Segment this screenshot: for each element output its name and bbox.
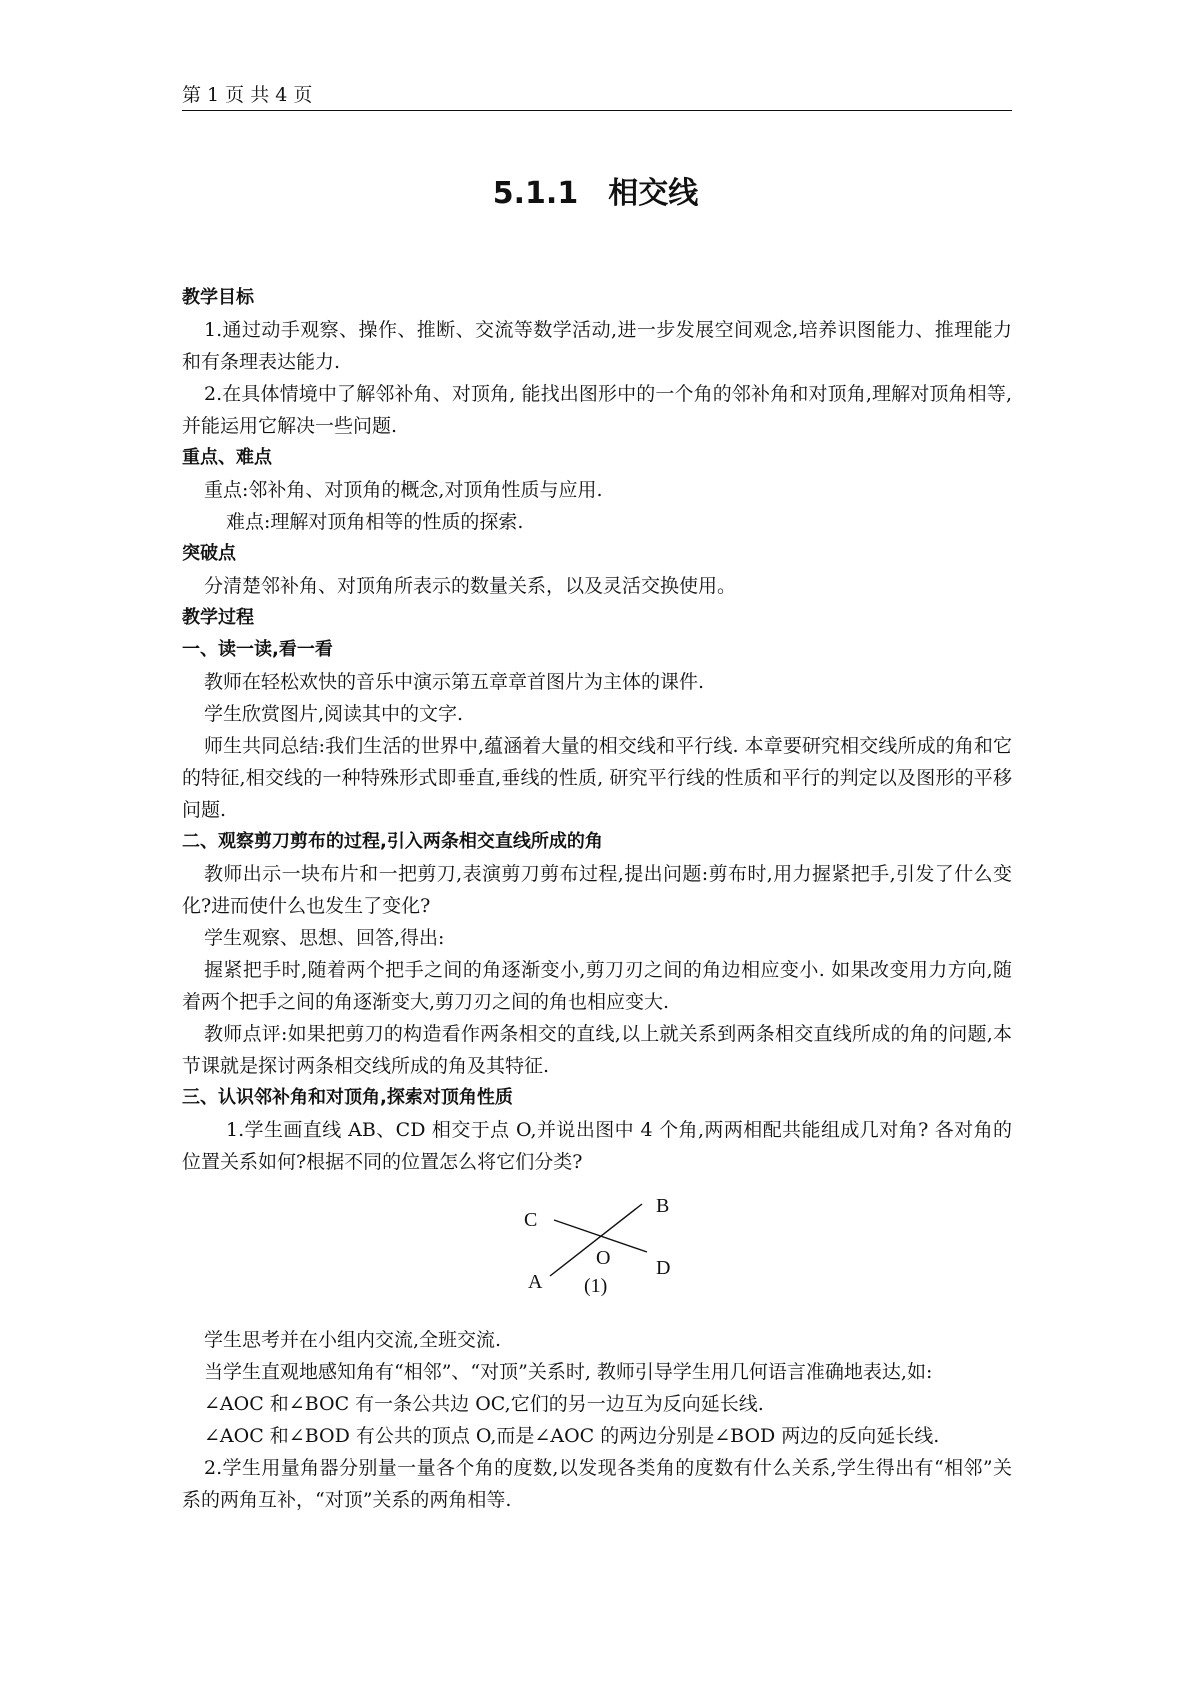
section3-paragraph: ∠AOC 和∠BOD 有公共的顶点 O,而是∠AOC 的两边分别是∠BOD 两边的反向延长线.	[204, 1425, 940, 1447]
goal-item-1: 1.通过动手观察、操作、推断、交流等数学活动,进一步发展空间观念,培养识图能力、推理能力和有条理表达能力.	[182, 319, 1012, 373]
document-body	[182, 282, 1012, 1516]
section3-paragraph: ∠AOC 和∠BOC 有一条公共边 OC,它们的另一边互为反向延长线.	[204, 1393, 764, 1415]
section3-intro: 1.学生画直线 AB、CD 相交于点 O,并说出图中 4 个角,两两相配共能组成几对角? 各对角的位置关系如何?根据不同的位置怎么将它们分类?	[182, 1119, 1012, 1173]
page-title: 5.1.1 相交线	[492, 176, 699, 211]
section1-heading: 一、读一读,看一看	[182, 639, 333, 660]
label-c: C	[524, 1209, 538, 1231]
breakthrough-heading: 突破点	[182, 543, 236, 564]
key-points-heading: 重点、难点	[182, 447, 272, 468]
difficulty-text: 难点:理解对顶角相等的性质的探索.	[226, 511, 524, 533]
breakthrough-text: 分清楚邻补角、对顶角所表示的数量关系，以及灵活交换使用。	[204, 575, 737, 597]
goal-item-2: 2.在具体情境中了解邻补角、对顶角, 能找出图形中的一个角的邻补角和对顶角,理解对顶角相等,并能运用它解决一些问题.	[182, 383, 1012, 437]
section1-paragraph: 教师在轻松欢快的音乐中演示第五章章首图片为主体的课件.	[204, 671, 705, 693]
section2-paragraph: 教师出示一块布片和一把剪刀,表演剪刀剪布过程,提出问题:剪布时,用力握紧把手,引发了什么变化?进而使什么也发生了变化?	[182, 863, 1012, 917]
label-d: D	[656, 1257, 671, 1279]
section2-heading: 二、观察剪刀剪布的过程,引入两条相交直线所成的角	[182, 831, 603, 852]
page-header	[182, 82, 1012, 111]
section1-paragraph: 学生欣赏图片,阅读其中的文字.	[204, 703, 464, 725]
label-o: O	[596, 1247, 611, 1269]
section3-paragraph: 当学生直观地感知角有“相邻”、“对顶”关系时, 教师引导学生用几何语言准确地表达,如:	[204, 1361, 933, 1383]
section3-heading: 三、认识邻补角和对顶角,探索对顶角性质	[182, 1087, 513, 1108]
process-heading: 教学过程	[182, 607, 254, 628]
focus-text: 重点:邻补角、对顶角的概念,对顶角性质与应用.	[204, 479, 603, 501]
section3-paragraph: 学生思考并在小组内交流,全班交流.	[204, 1329, 502, 1351]
section1-paragraph: 师生共同总结:我们生活的世界中,蕴涵着大量的相交线和平行线. 本章要研究相交线所成的角和它的特征,相交线的一种特殊形式即垂直,垂线的性质, 研究平行线的性质和平行的判定以及图形的平移问题.	[182, 735, 1012, 821]
label-a: A	[528, 1271, 543, 1293]
section2-paragraph: 教师点评:如果把剪刀的构造看作两条相交的直线,以上就关系到两条相交直线所成的角的问题,本节课就是探讨两条相交线所成的角及其特征.	[182, 1023, 1012, 1077]
label-b: B	[656, 1195, 670, 1217]
figure-caption: (1)	[584, 1275, 608, 1297]
section2-paragraph: 握紧把手时,随着两个把手之间的角逐渐变小,剪刀刃之间的角边相应变小. 如果改变用力方向,随着两个把手之间的角逐渐变大,剪刀刃之间的角也相应变大.	[182, 959, 1012, 1013]
intersecting-lines-figure	[182, 1184, 1012, 1314]
section3-paragraph: 2.学生用量角器分别量一量各个角的度数,以发现各类角的度数有什么关系,学生得出有“相邻”关系的两角互补，“对顶”关系的两角相等.	[182, 1457, 1012, 1511]
page-info: 第 1 页 共 4 页	[182, 84, 313, 106]
goals-heading: 教学目标	[182, 287, 254, 308]
section2-paragraph: 学生观察、思想、回答,得出:	[204, 927, 445, 949]
intersecting-lines-diagram	[522, 1184, 722, 1314]
